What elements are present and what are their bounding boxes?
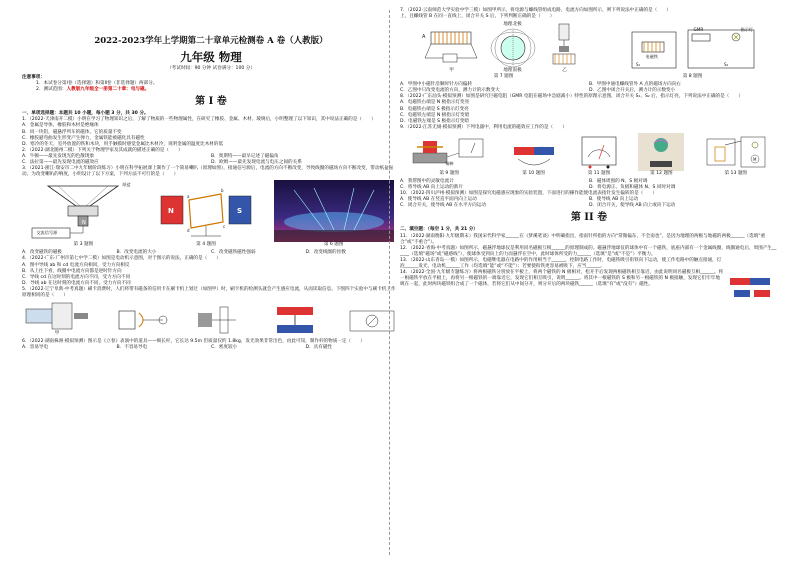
q1-option-c: C．橡胶避弯曲发生形变产生弹力，金属铁能被磁化具有磁性 bbox=[22, 135, 145, 141]
figure-7-jia bbox=[421, 22, 483, 74]
note-2-prefix: 2．测试范围： bbox=[36, 87, 67, 93]
levitating-globe-photo-icon bbox=[638, 133, 684, 171]
q8-stem: 8．（2022·广东汕头·模拟预测）如图是研究巨磁电阻（GMR 电阻在磁场中急剧减小）特性的原理示意图，闭合开关 S₁、S₂ 后，指示灯亮，下列说法中正确的是（ ） bbox=[400, 94, 744, 100]
solenoid-icon bbox=[421, 22, 483, 68]
figure-9 bbox=[409, 133, 489, 177]
indicator-lamp-label: 指示灯 bbox=[740, 27, 754, 33]
q2-option-a: A．牛顿——最先发现光的色散现象 bbox=[22, 153, 95, 159]
figure-11-caption: 第 11 题图 bbox=[587, 170, 611, 176]
electromagnet-label: 电磁铁 bbox=[645, 54, 659, 60]
figure-7-caption: 第 7 题图 bbox=[493, 74, 514, 80]
q7-options bbox=[400, 82, 778, 94]
exam-title: 2022-2023学年上学期第二十章单元检测卷 A 卷（人教版） bbox=[94, 36, 328, 46]
figure-4 bbox=[151, 182, 261, 248]
left-column bbox=[22, 8, 400, 351]
svg-text:S₂: S₂ bbox=[723, 62, 728, 68]
q7-stem-line1: 7．（2022·云南师范大学实验中学三模）如图甲所示，将电源与螺线管组成电路，电流方向如图所示，则下列说法中正确的是（ ） bbox=[400, 8, 672, 13]
figure-8-caption: 第 8 题图 bbox=[682, 74, 703, 80]
q7-stem-line2: 上，且螺线管 B 在同一直线上，闭合开关 S 后，下列判断正确的是（ ） bbox=[400, 14, 555, 20]
figure-10-caption: 第 10 题图 bbox=[522, 170, 545, 176]
q7-option-a: A．甲图中小磁针沿顺时针方向偏转 bbox=[400, 82, 473, 88]
svg-text:b: b bbox=[220, 188, 224, 194]
svg-text:S₁: S₁ bbox=[635, 62, 640, 68]
q3-option-b: B．改变电流的大小 bbox=[116, 250, 157, 256]
q7-option-b: B．甲图中通电螺线管外 A 点的磁场方向向右 bbox=[589, 82, 681, 88]
speaker-cone-label: 纸盆 bbox=[122, 182, 131, 188]
q2-option-c: C．法拉第——最先发现电流的磁效应 bbox=[22, 160, 99, 166]
svg-text:M: M bbox=[752, 156, 757, 162]
note-2 bbox=[22, 87, 400, 93]
figure-13-caption: 第 13 题图 bbox=[724, 170, 748, 176]
q4-option-b: B．从上往下看，线圈中电流方向都是逆时针方向 bbox=[22, 268, 122, 274]
part2-title: 第 II 卷 bbox=[570, 212, 608, 224]
q6-option-b: B．不容易导电 bbox=[116, 345, 148, 351]
right-column bbox=[400, 8, 778, 302]
figure-row-3 bbox=[400, 133, 778, 177]
figure-7-yi-label: 乙 bbox=[562, 68, 567, 74]
q14-text: 14．（2022·全国·九年级专题练习）将两根磁铁分别放在平板上，将两个磁铁的 N 极相对，松开手后发现两根磁铁相互靠近，由此说明同名磁极互相______。将一根磁铁平放在平板上，再将另一根磁铁的一端靠近它，发现它们相互吸引，说明______。将其中一根磁铁的 S 极和另一根磁铁的 N 极接触，发现它们牢牢地吸在一起，此时两块磁铁组合成了一个磁体，若将它们从中间分开，则分开后的两块磁铁______（选填“有”或“没有”）磁性。 bbox=[400, 270, 724, 288]
card-reader-label: 甲 bbox=[54, 331, 60, 337]
figure-4-caption: 第 4 题图 bbox=[196, 242, 216, 248]
part2-instruction: 二、填空题：（每空 1 分，共 21 分） bbox=[400, 227, 479, 233]
svg-text:a: a bbox=[186, 194, 190, 200]
signal-source-label: 交流信号源 bbox=[36, 230, 58, 236]
gmr-circuit-icon bbox=[628, 24, 758, 74]
q2-option-d: D．欧姆——最先发现电流与电压之间的关系 bbox=[211, 160, 302, 166]
note-1: 1．本试卷分第Ⅰ卷（选择题）和第Ⅱ卷（非选择题）两部分。 bbox=[36, 81, 158, 87]
test-scope: 人教版九年级全一册第二十章：电与磁。 bbox=[66, 87, 150, 93]
q7-option-c: C．乙图中只改变电流的方向，测力计的示数变大 bbox=[400, 88, 500, 94]
exam-subtitle: 九年级 物理 bbox=[180, 50, 242, 64]
q8-option-d: D．电磁铁左端是 S 极指示灯变暗 bbox=[400, 118, 470, 124]
q8-option-b: B．电磁铁右端是 S 极指示灯变亮 bbox=[400, 106, 469, 112]
column-divider bbox=[389, 10, 390, 555]
option-c-circuit-icon bbox=[267, 303, 323, 337]
exam-meta: （考试时间：90 分钟 试卷满分：100 分） bbox=[167, 66, 255, 71]
figure-row-1 bbox=[22, 180, 400, 248]
figure-12-caption: 第 12 题图 bbox=[650, 170, 673, 176]
copper-rod-label: 铜棒 bbox=[445, 160, 454, 166]
svg-text:N: N bbox=[82, 220, 87, 227]
option-a-circuit-icon bbox=[113, 303, 169, 337]
q11-text: 11．（2022·湖南衡阳·九年级期末）我国宋代科学家______在《梦溪笔谈》中明确指出，指南针所指的方向“常微偏东，不全南也”，是因为地理的两极与地磁的两极______（选填“重合”或“不重合”）。 bbox=[400, 233, 766, 245]
figure-6 bbox=[274, 180, 394, 248]
svg-text:N: N bbox=[167, 207, 174, 216]
q1-stem: 1．（2022·天津南开二模）小明在学习了物理知识之后，了解了物质的一些物理属性，在研究了橡胶、金属、木材、玻璃后，小明整理了以下知识，其中说法正确的是（ ） bbox=[22, 117, 376, 123]
q4-option-c: C．导线 cd 在这时刻的电流方向不同，受力方向不同 bbox=[22, 274, 131, 280]
svg-text:A: A bbox=[421, 34, 425, 41]
figure-10 bbox=[508, 133, 560, 177]
q9-options bbox=[400, 179, 778, 191]
stage-photo-icon bbox=[274, 180, 394, 242]
q8-option-c: C．电磁铁左端是 N 极指示灯变暗 bbox=[400, 112, 470, 118]
spring-scale-icon bbox=[543, 22, 587, 68]
figure-3 bbox=[28, 180, 138, 248]
q10-stem: 10．（2022·四川泸州·模拟预测）如图是探究电磁感应现象的实验装置，下面进行的操作能使电流表指针发生偏转的是（ ） bbox=[400, 191, 658, 197]
figure-6-caption: 第 6 题图 bbox=[323, 242, 344, 248]
figure-12 bbox=[638, 133, 684, 177]
q6-options bbox=[22, 345, 400, 351]
part1-title: 第 I 卷 bbox=[195, 96, 227, 108]
q1-option-a: A．金属是导体，橡胶和木材是绝缘体 bbox=[22, 123, 99, 129]
card-reader-figure bbox=[22, 301, 92, 337]
card-reader-icon bbox=[22, 301, 92, 331]
figure-3-caption: 第 3 题图 bbox=[73, 242, 94, 248]
figure-row-2 bbox=[400, 22, 778, 80]
q1-option-d: D．寒冷的冬天，室外放置的铁和木块，用手触摸时感觉金属比木材冷，说明金属的温度比木材的低 bbox=[22, 141, 224, 147]
q1-option-b: B．同一块铝，磁悬浮列车的磁体，它的质量不变 bbox=[22, 129, 122, 135]
svg-text:c: c bbox=[222, 224, 226, 230]
figure-11 bbox=[578, 133, 620, 177]
q2-stem: 2．（2022·湖北随州二模）下列关于物理学家及其成就的描述正确的是（ ） bbox=[22, 147, 183, 153]
q4-option-a: A．图中导线 ab 和 cd 电流方向相同，受力方向相反 bbox=[22, 262, 130, 268]
part1-instruction: 一、单项选择题：本题共 10 小题，每小题 3 分，共 30 分。 bbox=[22, 111, 149, 117]
q9-option-a: A．我帮图中的灵敏电流计 bbox=[400, 178, 454, 184]
svg-text:S: S bbox=[236, 207, 243, 216]
magnet-and-coil-icon bbox=[508, 133, 560, 171]
motor-diagram-icon bbox=[151, 182, 261, 242]
option-b-circuit-icon bbox=[190, 303, 246, 337]
figure-7-yi bbox=[543, 22, 587, 74]
svg-text:d: d bbox=[186, 228, 190, 234]
notes-heading: 注意事项： bbox=[22, 75, 45, 80]
q3-option-a: A．改变磁铁的磁极 bbox=[22, 250, 62, 256]
option-d-circuit-icon bbox=[344, 303, 400, 337]
q3-stem: 3．（2021·浙江·瑞安市二中九年级阶段练习）小明在科学拓展课上制作了一个简易喇叭（原理如图），接通信号源后，电流的方向不断改变，导致线圈的磁场方向不断改变，带动纸盆振动。为改变喇叭的响度，小明设计了以下方案，下列方法不可行的是（ ） bbox=[22, 166, 394, 178]
q5-stem: 5．（2022·辽宁阜新·中考真题）刷卡消费时，人们将带有磁条的信用卡在刷卡机上划过（如图甲）时，刷卡机的检测头就会产生感应电流，从而读取信息。下图四个实验中与刷卡机工作原理相同的是（ ） bbox=[22, 286, 396, 298]
earth-magnetic-field-icon bbox=[489, 28, 537, 68]
q10-option-b: B．使导线 AB 向上运动 bbox=[589, 197, 639, 203]
q7-option-d: D．乙图中闭合开关后，测力计的示数变小 bbox=[589, 88, 676, 94]
q6-stem: 6．（2022·湖南株洲·模拟预测）图示是《立春》表演中的道具——细长杆，它长达 9.5m 但质量仅约 1.8kg，发光效果非常出色，由此可知，制作杆的物质一定（ ） bbox=[22, 339, 365, 345]
earth-north-label: 地理北极 bbox=[503, 22, 522, 28]
q8-option-a: A．电磁铁右端是 N 极指示灯变亮 bbox=[400, 100, 470, 106]
q6-option-a: A．容易导电 bbox=[22, 345, 49, 351]
q13-text: 13．（2022·山东青岛·一模）如图所示，电磁继电器在电路中的作用相当于______，控制电路工作时，电磁铁吸引衔铁向下运动，使工作电路中的触点接通，灯泡______发光，电动机______工作（均选填“能”或“不能”）；若要使衔铁更容易被吸下，应当______。 bbox=[400, 257, 722, 269]
q2-options bbox=[22, 154, 400, 166]
galvanometer-icon bbox=[578, 133, 620, 171]
q14-block bbox=[400, 270, 778, 302]
q9-option-c: C．将导线 AB 向上运动的新片 bbox=[400, 185, 463, 191]
q4-option-d: D．导线 ab 在这时刻的电流方向不同，受力方向不同 bbox=[22, 280, 131, 286]
q10-option-c: C．闭合开关，使导线 AB 在水平方向运动 bbox=[400, 203, 486, 209]
q12-text: 12．（2022·青海·中考真题）如图所示，磁悬浮地球仪是利用同名磁极互相______的原理制成的。磁悬浮地球仪的球体中有一个磁铁，底座内部有一个金属线圈，线圈通电后，周围产生______（选填“磁场”或“磁感线”），使球体受到向上的力而悬浮在空中，此时球体所受的力______（选填“是”或“不是”）平衡力。 bbox=[400, 245, 777, 257]
earth-south-label: 地理南极 bbox=[503, 68, 522, 74]
q6-option-c: C．密度较小 bbox=[211, 345, 238, 351]
q9-option-b: B．磁体周围的 N、S 极对调 bbox=[589, 178, 648, 184]
gmr-label: GMR bbox=[693, 27, 704, 33]
figure-7-earth bbox=[489, 22, 537, 74]
q10-option-a: A．使导线 AB 在竖直平面内向上运动 bbox=[400, 197, 477, 203]
q9-stem: 9．（2022·江苏无锡·模拟预测）下列电器中，利用电流的磁效应工作的是（ ） bbox=[400, 124, 567, 130]
q3-option-c: C．改变磁铁磁性强弱 bbox=[211, 250, 256, 256]
q2-option-b: B．奥斯特——最早记述了磁偏角 bbox=[211, 153, 279, 159]
figure-8 bbox=[628, 24, 758, 80]
figure-7-jia-label: 甲 bbox=[449, 68, 454, 74]
q10-options bbox=[400, 197, 778, 209]
figure-13 bbox=[703, 133, 769, 177]
q4-stem: 4．（2022·广东·广州市第七中学二模）如图是电动机示意图，对于图示的说法，正确的是（ ） bbox=[22, 256, 221, 262]
q5-figures bbox=[22, 301, 400, 337]
q6-option-d: D．具有磁性 bbox=[305, 345, 333, 351]
figure-9-caption: 第 9 题图 bbox=[439, 170, 459, 176]
q10-option-d: D．闭合开关，使导线 AB 向上或向下运动 bbox=[589, 203, 676, 209]
relay-circuit-icon bbox=[703, 133, 769, 171]
q3-option-d: D．改变线圈的匝数 bbox=[305, 250, 346, 256]
bar-magnets-icon bbox=[728, 272, 778, 302]
figure-7 bbox=[421, 22, 587, 80]
q9-option-d: D．将电源正、负极和磁体 N、S 同时对调 bbox=[589, 185, 676, 191]
